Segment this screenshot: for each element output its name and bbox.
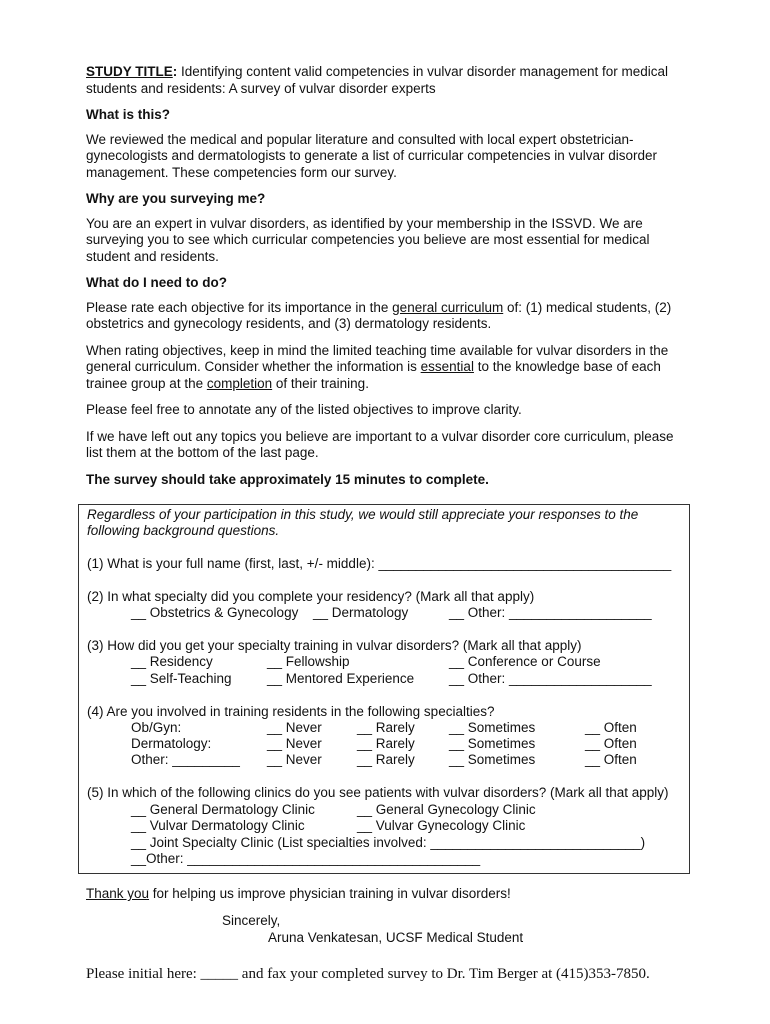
question-training: (3) How did you get your specialty training in vulvar disorders? (Mark all that apply) xyxy=(87,638,582,653)
row-label: Ob/Gyn: xyxy=(131,720,182,735)
background-questions-box xyxy=(78,504,690,874)
do-p2-text-c: of their training. xyxy=(272,375,369,391)
what-body: We reviewed the medical and popular literature and consulted with local expert obstetrician-gynecologists and dermatologists to generate a list of curricular competencies in vulvar disorder management. These competencies form our survey. xyxy=(86,131,658,180)
option-sometimes[interactable]: __ Sometimes xyxy=(449,752,536,767)
general-curriculum-emphasis: general curriculum xyxy=(392,299,504,315)
why-heading: Why are you surveying me? xyxy=(86,191,266,206)
study-title-colon: : xyxy=(172,64,178,79)
study-title-label: STUDY TITLE xyxy=(86,64,173,79)
do-paragraph-1 xyxy=(86,300,686,333)
thank-you-line xyxy=(86,886,511,901)
time-note: The survey should take approximately 15 minutes to complete. xyxy=(86,471,489,487)
option-dermatology[interactable]: __ Dermatology xyxy=(313,605,409,620)
thank-you-emphasis: Thank you xyxy=(86,886,150,901)
option-joint-clinic[interactable]: __ Joint Specialty Clinic (List specialties involved: ____________________________) xyxy=(131,835,646,850)
option-never[interactable]: __ Never xyxy=(267,752,322,767)
question-full-name[interactable]: (1) What is your full name (first, last, +/- middle): _______________________________________ xyxy=(87,556,672,571)
option-self-teaching[interactable]: __ Self-Teaching xyxy=(131,671,232,686)
option-residency[interactable]: __ Residency xyxy=(131,654,213,669)
option-specialty-other[interactable]: __ Other: ___________________ xyxy=(449,605,652,620)
study-title-text-2: students and residents: A survey of vulvar disorder experts xyxy=(86,80,436,96)
question-specialty: (2) In what specialty did you complete your residency? (Mark all that apply) xyxy=(87,589,535,604)
option-vulvar-derm-clinic[interactable]: __ Vulvar Dermatology Clinic xyxy=(131,818,305,833)
do-p2-text-a: When rating objectives, keep in mind the limited teaching time available for vulvar disorders in the general curriculum. Consider whether the information is xyxy=(86,342,669,374)
do-p1-text-a: Please rate each objective for its importance in the xyxy=(86,299,393,315)
do-paragraph-4: If we have left out any topics you believe are important to a vulvar disorder core curriculum, please list them at the bottom of the last page. xyxy=(86,428,674,460)
box-intro-2: following background questions. xyxy=(87,523,280,538)
option-conference[interactable]: __ Conference or Course xyxy=(449,654,601,669)
option-never[interactable]: __ Never xyxy=(267,720,322,735)
essential-emphasis: essential xyxy=(420,359,474,374)
option-sometimes[interactable]: __ Sometimes xyxy=(449,736,536,751)
option-often[interactable]: __ Often xyxy=(585,720,637,735)
option-often[interactable]: __ Often xyxy=(585,736,637,751)
option-training-other[interactable]: __ Other: ___________________ xyxy=(449,671,652,686)
thank-you-text: for helping us improve physician training in vulvar disorders! xyxy=(149,886,511,901)
option-vulvar-gyn-clinic[interactable]: __ Vulvar Gynecology Clinic xyxy=(357,818,526,833)
do-p1-text-b: of: (1) medical students, (2) obstetrics and gynecology residents, and (3) dermatology residents. xyxy=(86,299,672,331)
what-heading: What is this? xyxy=(86,107,170,122)
do-heading: What do I need to do? xyxy=(86,275,227,290)
box-intro-1: Regardless of your participation in this study, we would still appreciate your responses to the xyxy=(87,507,639,522)
option-sometimes[interactable]: __ Sometimes xyxy=(449,720,536,735)
study-title xyxy=(86,64,686,97)
row-label[interactable]: Other: _________ xyxy=(131,752,240,767)
option-often[interactable]: __ Often xyxy=(585,752,637,767)
option-fellowship[interactable]: __ Fellowship xyxy=(267,654,350,669)
option-never[interactable]: __ Never xyxy=(267,736,322,751)
fax-instructions: Please initial here: _____ and fax your completed survey to Dr. Tim Berger at (415)353-7850. xyxy=(86,966,650,982)
row-label: Dermatology: xyxy=(131,736,212,751)
do-paragraph-3: Please feel free to annotate any of the listed objectives to improve clarity. xyxy=(86,402,522,417)
completion-emphasis: completion xyxy=(206,375,273,391)
option-mentored[interactable]: __ Mentored Experience xyxy=(267,671,415,686)
question-clinics: (5) In which of the following clinics do you see patients with vulvar disorders? (Mark all that apply) xyxy=(87,785,669,800)
option-rarely[interactable]: __ Rarely xyxy=(357,736,415,751)
option-rarely[interactable]: __ Rarely xyxy=(357,720,415,735)
question-training-residents: (4) Are you involved in training residents in the following specialties? xyxy=(87,704,495,719)
do-paragraph-2 xyxy=(86,343,686,393)
option-general-derm-clinic[interactable]: __ General Dermatology Clinic xyxy=(131,802,315,817)
do-p2-text-b: to the knowledge base of each trainee group at the xyxy=(86,359,661,391)
option-rarely[interactable]: __ Rarely xyxy=(357,752,415,767)
consent-letter xyxy=(86,64,686,488)
sincerely: Sincerely, xyxy=(222,913,281,928)
study-title-text-1: Identifying content valid competencies in vulvar disorder management for medical xyxy=(177,64,669,79)
why-body: You are an expert in vulvar disorders, as identified by your membership in the ISSVD. We are surveying you to see which curricular competencies you believe are most essential for medical student and residents. xyxy=(86,215,650,264)
signature: Aruna Venkatesan, UCSF Medical Student xyxy=(268,930,524,945)
option-clinic-other[interactable]: __Other: _______________________________________ xyxy=(131,851,481,866)
option-obgyn[interactable]: __ Obstetrics & Gynecology xyxy=(131,605,299,620)
option-general-gyn-clinic[interactable]: __ General Gynecology Clinic xyxy=(357,802,536,817)
